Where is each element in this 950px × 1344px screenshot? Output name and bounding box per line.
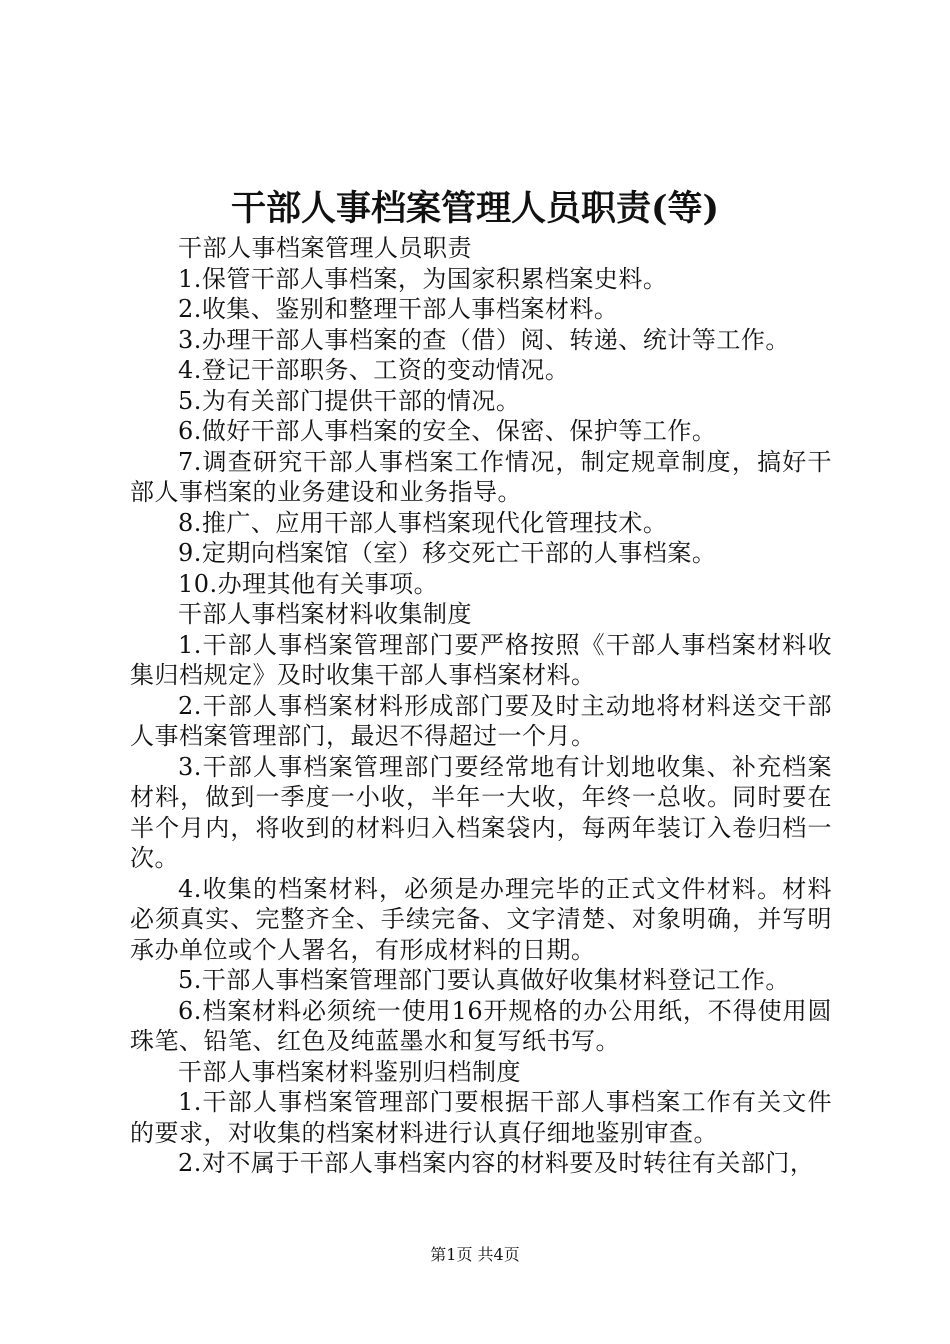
page-footer: 第1页 共4页 — [430, 1245, 520, 1264]
paragraph: 5.为有关部门提供干部的情况。 — [178, 386, 521, 415]
section-heading: 干部人事档案材料收集制度 — [178, 600, 472, 628]
paragraph: 4.收集的档案材料，必须是办理完毕的正式文件材料。材料必须真实、完整齐全、手续完备、文字清楚、对象明确，并写明承办单位或个人署名，有形成材料的日期。 — [130, 874, 832, 964]
paragraph: 9.定期向档案馆（室）移交死亡干部的人事档案。 — [178, 539, 717, 567]
section-heading: 干部人事档案材料鉴别归档制度 — [178, 1057, 521, 1086]
paragraph: 1.干部人事档案管理部门要严格按照《干部人事档案材料收集归档规定》及时收集干部人事档案材料。 — [130, 630, 832, 689]
paragraph: 6.档案材料必须统一使用16开规格的办公用纸，不得使用圆珠笔、铅笔、红色及纯蓝墨水和复写纸书写。 — [130, 996, 832, 1055]
paragraph: 2.对不属于干部人事档案内容的材料要及时转往有关部门， — [178, 1149, 815, 1177]
paragraph: 6.做好干部人事档案的安全、保密、保护等工作。 — [178, 417, 717, 445]
paragraph: 5.干部人事档案管理部门要认真做好收集材料登记工作。 — [178, 966, 790, 994]
paragraph: 7.调查研究干部人事档案工作情况，制定规章制度，搞好干部人事档案的业务建设和业务指导。 — [130, 447, 832, 506]
paragraph: 3.办理干部人事档案的查（借）阅、转递、统计等工作。 — [178, 325, 790, 354]
paragraph: 2.收集、鉴别和整理干部人事档案材料。 — [178, 295, 619, 323]
paragraph: 1.干部人事档案管理部门要根据干部人事档案工作有关文件的要求，对收集的档案材料进行认真仔细地鉴别审查。 — [130, 1088, 832, 1147]
document-body — [130, 233, 832, 1179]
paragraph: 8.推广、应用干部人事档案现代化管理技术。 — [178, 508, 668, 537]
paragraph: 10.办理其他有关事项。 — [178, 569, 439, 598]
section-heading: 干部人事档案管理人员职责 — [178, 234, 472, 262]
paragraph: 4.登记干部职务、工资的变动情况。 — [178, 356, 570, 384]
paragraph: 1.保管干部人事档案，为国家积累档案史料。 — [178, 264, 668, 293]
paragraph: 2.干部人事档案材料形成部门要及时主动地将材料送交干部人事档案管理部门，最迟不得超过一个月。 — [130, 691, 832, 750]
document-title: 干部人事档案管理人员职责(等) — [230, 188, 720, 229]
paragraph: 3.干部人事档案管理部门要经常地有计划地收集、补充档案材料，做到一季度一小收，半年一大收，年终一总收。同时要在半个月内，将收到的材料归入档案袋内，每两年装订入卷归档一次。 — [130, 752, 832, 872]
